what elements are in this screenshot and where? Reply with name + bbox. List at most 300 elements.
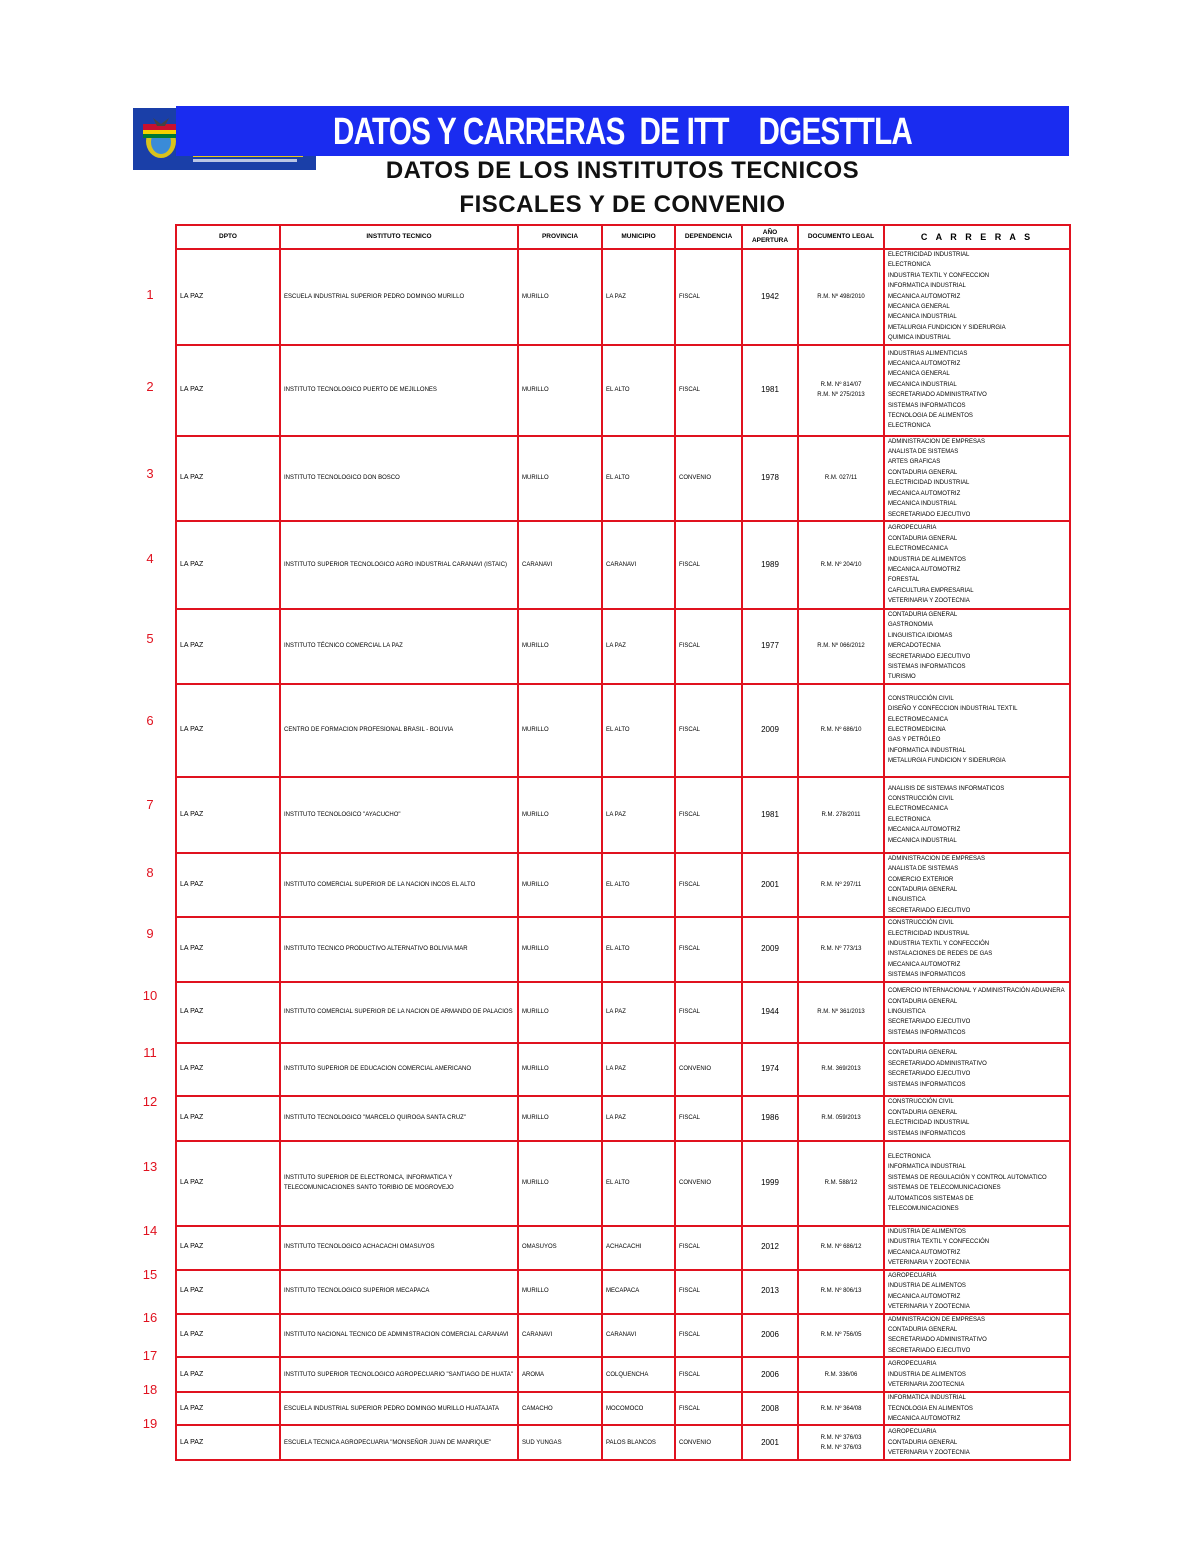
subtitle-line-2: FISCALES Y DE CONVENIO bbox=[459, 191, 786, 218]
carrera-item: INDUSTRIA TEXTIL Y CONFECCIÓN bbox=[888, 1239, 990, 1246]
carrera-item: CONTADURIA GENERAL bbox=[888, 1109, 958, 1116]
cell-municipio: LA PAZ bbox=[602, 249, 675, 345]
table-row bbox=[176, 609, 1070, 684]
cell-anio: 1942 bbox=[742, 249, 798, 345]
cell-instituto: INSTITUTO TECNOLOGICO PUERTO DE MEJILLONES bbox=[280, 345, 518, 436]
cell-instituto: INSTITUTO TECNOLOGICO "MARCELO QUIROGA SANTA CRUZ" bbox=[280, 1096, 518, 1141]
carrera-item: MECANICA INDUSTRIAL bbox=[888, 314, 957, 321]
cell-instituto: INSTITUTO SUPERIOR DE EDUCACION COMERCIAL AMERICANO bbox=[280, 1043, 518, 1096]
cell-dpto: LA PAZ bbox=[176, 1392, 280, 1425]
carrera-item: INFORMATICA INDUSTRIAL bbox=[888, 1395, 966, 1402]
cell-municipio: CARANAVI bbox=[602, 521, 675, 609]
cell-instituto: INSTITUTO TECNOLOGICO DON BOSCO bbox=[280, 436, 518, 521]
cell-provincia: CAMACHO bbox=[518, 1392, 602, 1425]
documento-line: R.M. Nº 773/13 bbox=[820, 946, 862, 953]
cell-dpto: LA PAZ bbox=[176, 982, 280, 1043]
carrera-item: SISTEMAS INFORMATICOS bbox=[888, 1130, 966, 1137]
table-row bbox=[176, 1425, 1070, 1460]
carrera-item: MECANICA AUTOMOTRIZ bbox=[888, 1416, 961, 1423]
documento-line: R.M. 027/11 bbox=[824, 475, 858, 482]
carrera-item: TELECOMUNICACIONES bbox=[888, 1205, 959, 1212]
table-row bbox=[176, 982, 1070, 1043]
carrera-item: CONSTRUCCIÓN CIVIL bbox=[888, 795, 954, 802]
cell-documento bbox=[798, 609, 884, 684]
row-number: 10 bbox=[142, 987, 158, 1003]
carrera-item: ELECTROMEDICINA bbox=[888, 727, 946, 734]
cell-carreras bbox=[884, 609, 1070, 684]
cell-documento bbox=[798, 521, 884, 609]
cell-dependencia: CONVENIO bbox=[675, 1425, 742, 1460]
carrera-item: AUTOMATICOS SISTEMAS DE bbox=[888, 1195, 974, 1202]
col-header-dpto: DPTO bbox=[176, 225, 280, 249]
table-row bbox=[176, 345, 1070, 436]
cell-instituto: INSTITUTO TÉCNICO COMERCIAL LA PAZ bbox=[280, 609, 518, 684]
carrera-item: ELECTRICIDAD INDUSTRIAL bbox=[888, 1120, 970, 1127]
cell-anio: 1981 bbox=[742, 345, 798, 436]
row-number: 2 bbox=[146, 378, 154, 394]
cell-provincia: MURILLO bbox=[518, 345, 602, 436]
carrera-item: ADMINISTRACION DE EMPRESAS bbox=[888, 1316, 986, 1323]
carrera-item: CONTADURIA GENERAL bbox=[888, 535, 958, 542]
cell-dpto: LA PAZ bbox=[176, 1314, 280, 1358]
carrera-item: INFORMATICA INDUSTRIAL bbox=[888, 283, 966, 290]
table-row bbox=[176, 777, 1070, 853]
documento-line: R.M. 059/2013 bbox=[821, 1114, 861, 1121]
carrera-item: SISTEMAS DE TELECOMUNICACIONES bbox=[888, 1185, 1001, 1192]
cell-dpto: LA PAZ bbox=[176, 1043, 280, 1096]
cell-provincia: OMASUYOS bbox=[518, 1226, 602, 1270]
table-row bbox=[176, 1096, 1070, 1141]
carrera-item: COMERCIO EXTERIOR bbox=[888, 876, 954, 883]
cell-provincia: MURILLO bbox=[518, 684, 602, 777]
carrera-item: MECANICA INDUSTRIAL bbox=[888, 837, 957, 844]
row-number: 7 bbox=[146, 797, 154, 812]
carrera-item: SISTEMAS INFORMATICOS bbox=[888, 402, 966, 409]
cell-dpto: LA PAZ bbox=[176, 345, 280, 436]
cell-dpto: LA PAZ bbox=[176, 777, 280, 853]
carrera-item: ELECTRICIDAD INDUSTRIAL bbox=[888, 480, 970, 487]
cell-dependencia: CONVENIO bbox=[675, 436, 742, 521]
carrera-item: INDUSTRIA DE ALIMENTOS bbox=[888, 1371, 966, 1378]
cell-municipio: COLQUENCHA bbox=[602, 1357, 675, 1392]
cell-anio: 2009 bbox=[742, 917, 798, 981]
cell-anio: 2012 bbox=[742, 1226, 798, 1270]
col-header-dependencia: DEPENDENCIA bbox=[675, 225, 742, 249]
cell-instituto: ESCUELA TECNICA AGROPECUARIA "MONSEÑOR JUAN DE MANRIQUE" bbox=[280, 1425, 518, 1460]
cell-documento bbox=[798, 917, 884, 981]
cell-dpto: LA PAZ bbox=[176, 1096, 280, 1141]
carrera-item: VETERINARIA Y ZOOTECNIA bbox=[888, 598, 970, 605]
cell-dpto: LA PAZ bbox=[176, 436, 280, 521]
cell-dpto: LA PAZ bbox=[176, 1357, 280, 1392]
carrera-item: AGROPECUARIA bbox=[888, 1272, 937, 1279]
documento-line: R.M. Nº 275/2013 bbox=[817, 392, 865, 399]
carrera-item: INSTALACIONES DE REDES DE GAS bbox=[888, 951, 993, 958]
carrera-item: TECNOLOGIA DE ALIMENTOS bbox=[888, 412, 973, 419]
table-header-row bbox=[176, 225, 1070, 249]
cell-provincia: AROMA bbox=[518, 1357, 602, 1392]
carrera-item: CONTADURIA GENERAL bbox=[888, 998, 958, 1005]
cell-dependencia: FISCAL bbox=[675, 609, 742, 684]
subtitle-line-1: DATOS DE LOS INSTITUTOS TECNICOS bbox=[385, 157, 860, 184]
row-number: 6 bbox=[146, 712, 154, 728]
cell-instituto: INSTITUTO SUPERIOR TECNOLOGICO AGRO INDUSTRIAL CARANAVI (ISTAIC) bbox=[280, 521, 518, 609]
carrera-item: MECANICA AUTOMOTRIZ bbox=[888, 1249, 961, 1256]
documento-line: R.M. Nº 376/03 bbox=[820, 1444, 862, 1451]
cell-dependencia: FISCAL bbox=[675, 853, 742, 917]
carrera-item: TECNOLOGIA EN ALIMENTOS bbox=[888, 1405, 973, 1412]
cell-documento bbox=[798, 1314, 884, 1358]
cell-documento bbox=[798, 982, 884, 1043]
col-header-anio: AÑO APERTURA bbox=[742, 225, 798, 249]
carrera-item: SECRETARIADO ADMINISTRATIVO bbox=[888, 1060, 987, 1067]
cell-provincia: MURILLO bbox=[518, 1270, 602, 1314]
cell-instituto: INSTITUTO COMERCIAL SUPERIOR DE LA NACION DE ARMANDO DE PALACIOS bbox=[280, 982, 518, 1043]
cell-documento bbox=[798, 436, 884, 521]
carrera-item: SECRETARIADO ADMINISTRATIVO bbox=[888, 392, 987, 399]
carrera-item: AGROPECUARIA bbox=[888, 1361, 937, 1368]
cell-carreras bbox=[884, 1141, 1070, 1226]
cell-documento bbox=[798, 684, 884, 777]
carrera-item: ANALISTA DE SISTEMAS bbox=[888, 866, 959, 873]
cell-anio: 2009 bbox=[742, 684, 798, 777]
cell-instituto: INSTITUTO SUPERIOR DE ELECTRONICA, INFORMATICA Y TELECOMUNICACIONES SANTO TORIBIO DE MOGROVEJO bbox=[280, 1141, 518, 1226]
carrera-item: INDUSTRIA TEXTIL Y CONFECCION bbox=[888, 272, 990, 279]
cell-documento bbox=[798, 777, 884, 853]
cell-carreras bbox=[884, 1357, 1070, 1392]
cell-dependencia: FISCAL bbox=[675, 1314, 742, 1358]
documento-line: R.M. 369/2013 bbox=[821, 1065, 861, 1072]
cell-dpto: LA PAZ bbox=[176, 609, 280, 684]
cell-provincia: MURILLO bbox=[518, 777, 602, 853]
carrera-item: MERCADOTECNIA bbox=[888, 643, 941, 650]
table-row bbox=[176, 521, 1070, 609]
carrera-item: SECRETARIADO EJECUTIVO bbox=[888, 511, 971, 518]
cell-dependencia: FISCAL bbox=[675, 1226, 742, 1270]
documento-line: R.M. Nº 686/10 bbox=[820, 727, 862, 734]
carrera-item: SISTEMAS INFORMATICOS bbox=[888, 1029, 966, 1036]
carrera-item: MECANICA INDUSTRIAL bbox=[888, 501, 957, 508]
cell-municipio: EL ALTO bbox=[602, 684, 675, 777]
row-number: 16 bbox=[142, 1309, 158, 1325]
table-row bbox=[176, 436, 1070, 521]
carrera-item: DISEÑO Y CONFECCION INDUSTRIAL TEXTIL bbox=[888, 706, 1018, 713]
cell-documento bbox=[798, 1043, 884, 1096]
documento-line: R.M. Nº 361/2013 bbox=[817, 1008, 865, 1015]
cell-carreras bbox=[884, 1425, 1070, 1460]
row-number: 17 bbox=[142, 1347, 158, 1363]
cell-municipio: LA PAZ bbox=[602, 1096, 675, 1141]
table-row bbox=[176, 1357, 1070, 1392]
carrera-item: ELECTRICIDAD INDUSTRIAL bbox=[888, 252, 970, 258]
cell-dpto: LA PAZ bbox=[176, 1270, 280, 1314]
row-number: 12 bbox=[142, 1093, 158, 1109]
cell-documento bbox=[798, 1270, 884, 1314]
cell-municipio: EL ALTO bbox=[602, 436, 675, 521]
carrera-item: ADMINISTRACION DE EMPRESAS bbox=[888, 855, 986, 862]
cell-carreras bbox=[884, 1226, 1070, 1270]
carrera-item: VETERINARIA Y ZOOTECNIA bbox=[888, 1260, 970, 1267]
cell-dpto: LA PAZ bbox=[176, 853, 280, 917]
carrera-item: LINGUISTICA bbox=[888, 1008, 926, 1015]
documento-line: R.M. Nº 364/08 bbox=[820, 1405, 862, 1412]
cell-provincia: SUD YUNGAS bbox=[518, 1425, 602, 1460]
documento-line: R.M. Nº 066/2012 bbox=[817, 643, 865, 650]
carrera-item: CONTADURIA GENERAL bbox=[888, 886, 958, 893]
cell-municipio: ACHACACHI bbox=[602, 1226, 675, 1270]
documento-line: R.M. Nº 204/10 bbox=[820, 561, 862, 568]
carrera-item: INDUSTRIA DE ALIMENTOS bbox=[888, 1283, 966, 1290]
carrera-item: SISTEMAS DE REGULACIÓN Y CONTROL AUTOMATICO bbox=[888, 1174, 1047, 1181]
cell-carreras bbox=[884, 521, 1070, 609]
cell-anio: 1974 bbox=[742, 1043, 798, 1096]
documento-line: R.M. Nº 498/2010 bbox=[817, 293, 865, 300]
institutes-table bbox=[175, 224, 1071, 1461]
cell-dependencia: CONVENIO bbox=[675, 1141, 742, 1226]
carrera-item: SECRETARIADO EJECUTIVO bbox=[888, 653, 971, 660]
col-header-carreras: C A R R E R A S bbox=[884, 225, 1070, 249]
carrera-item: SECRETARIADO ADMINISTRATIVO bbox=[888, 1337, 987, 1344]
carrera-item: SECRETARIADO EJECUTIVO bbox=[888, 1019, 971, 1026]
cell-instituto: INSTITUTO NACIONAL TECNICO DE ADMINISTRACION COMERCIAL CARANAVI bbox=[280, 1314, 518, 1358]
carrera-item: ANALISTA DE SISTEMAS bbox=[888, 449, 959, 456]
documento-line: R.M. Nº 806/13 bbox=[820, 1288, 862, 1295]
cell-dpto: LA PAZ bbox=[176, 684, 280, 777]
cell-dependencia: FISCAL bbox=[675, 1357, 742, 1392]
cell-documento bbox=[798, 1425, 884, 1460]
cell-anio: 1999 bbox=[742, 1141, 798, 1226]
cell-provincia: MURILLO bbox=[518, 249, 602, 345]
cell-municipio: MOCOMOCO bbox=[602, 1392, 675, 1425]
cell-carreras bbox=[884, 249, 1070, 345]
cell-municipio: EL ALTO bbox=[602, 345, 675, 436]
cell-municipio: PALOS BLANCOS bbox=[602, 1425, 675, 1460]
col-header-instituto: INSTITUTO TECNICO bbox=[280, 225, 518, 249]
carrera-item: AGROPECUARIA bbox=[888, 525, 937, 532]
carrera-item: CONTADURIA GENERAL bbox=[888, 1327, 958, 1334]
carrera-item: ELECTROMECANICA bbox=[888, 716, 949, 723]
row-number: 9 bbox=[146, 926, 154, 941]
documento-line: R.M. 588/12 bbox=[824, 1179, 858, 1186]
cell-dependencia: FISCAL bbox=[675, 1392, 742, 1425]
cell-carreras bbox=[884, 1270, 1070, 1314]
carrera-item: MECANICA GENERAL bbox=[888, 371, 950, 378]
documento-line: R.M. Nº 376/03 bbox=[820, 1434, 862, 1441]
carrera-item: MECANICA GENERAL bbox=[888, 304, 950, 311]
row-number: 11 bbox=[143, 1044, 157, 1060]
carrera-item: INDUSTRIA DE ALIMENTOS bbox=[888, 556, 966, 563]
cell-dependencia: FISCAL bbox=[675, 777, 742, 853]
cell-instituto: INSTITUTO SUPERIOR TECNOLOGICO AGROPECUARIO "SANTIAGO DE HUATA" bbox=[280, 1357, 518, 1392]
cell-carreras bbox=[884, 436, 1070, 521]
cell-dpto: LA PAZ bbox=[176, 917, 280, 981]
carrera-item: SISTEMAS INFORMATICOS bbox=[888, 1081, 966, 1088]
cell-instituto: ESCUELA INDUSTRIAL SUPERIOR PEDRO DOMINGO MURILLO HUATAJATA bbox=[280, 1392, 518, 1425]
cell-documento bbox=[798, 249, 884, 345]
carrera-item: QUIMICA INDUSTRIAL bbox=[888, 335, 951, 342]
carrera-item: CONTADURIA GENERAL bbox=[888, 1050, 958, 1057]
carrera-item: ELECTRONICA bbox=[888, 816, 931, 823]
carrera-item: METALURGIA FUNDICION Y SIDERURGIA bbox=[888, 758, 1006, 765]
cell-dependencia: FISCAL bbox=[675, 684, 742, 777]
row-number: 13 bbox=[142, 1158, 158, 1174]
carrera-item: ANALISIS DE SISTEMAS INFORMATICOS bbox=[888, 785, 1005, 792]
carrera-item: MECANICA INDUSTRIAL bbox=[888, 381, 957, 388]
row-number: 14 bbox=[142, 1223, 158, 1238]
cell-instituto: INSTITUTO TECNICO PRODUCTIVO ALTERNATIVO BOLIVIA MAR bbox=[280, 917, 518, 981]
carrera-item: FORESTAL bbox=[888, 577, 920, 584]
carrera-item: INDUSTRIA TEXTIL Y CONFECCIÓN bbox=[888, 941, 990, 947]
cell-carreras bbox=[884, 1096, 1070, 1141]
carrera-item: SISTEMAS INFORMATICOS bbox=[888, 972, 966, 979]
documento-line: R.M. 278/2011 bbox=[821, 811, 861, 818]
cell-anio: 2008 bbox=[742, 1392, 798, 1425]
carrera-item: ELECTRICIDAD INDUSTRIAL bbox=[888, 930, 970, 937]
cell-provincia: MURILLO bbox=[518, 917, 602, 981]
cell-anio: 1944 bbox=[742, 982, 798, 1043]
cell-dependencia: CONVENIO bbox=[675, 1043, 742, 1096]
table-row bbox=[176, 1270, 1070, 1314]
table-row bbox=[176, 853, 1070, 917]
cell-provincia: CARANAVI bbox=[518, 1314, 602, 1358]
row-number: 3 bbox=[146, 465, 154, 481]
carrera-item: ELECTRONICA bbox=[888, 262, 931, 269]
carrera-item: ELECTRONICA bbox=[888, 1153, 931, 1160]
cell-carreras bbox=[884, 684, 1070, 777]
carrera-item: ADMINISTRACION DE EMPRESAS bbox=[888, 438, 986, 445]
carrera-item: SECRETARIADO EJECUTIVO bbox=[888, 1347, 971, 1354]
carrera-item: MECANICA AUTOMOTRIZ bbox=[888, 827, 961, 834]
row-number: 15 bbox=[142, 1267, 158, 1282]
cell-anio: 1978 bbox=[742, 436, 798, 521]
cell-documento bbox=[798, 1096, 884, 1141]
cell-anio: 2006 bbox=[742, 1357, 798, 1392]
table-row bbox=[176, 1141, 1070, 1226]
cell-instituto: ESCUELA INDUSTRIAL SUPERIOR PEDRO DOMINGO MURILLO bbox=[280, 249, 518, 345]
carrera-item: METALURGIA FUNDICION Y SIDERURGIA bbox=[888, 324, 1006, 331]
cell-carreras bbox=[884, 917, 1070, 981]
cell-municipio: LA PAZ bbox=[602, 777, 675, 853]
carrera-item: VETERINARIA Y ZOOTECNIA bbox=[888, 1450, 970, 1457]
row-number: 19 bbox=[142, 1415, 158, 1431]
cell-provincia: MURILLO bbox=[518, 609, 602, 684]
col-header-municipio: MUNICIPIO bbox=[602, 225, 675, 249]
carrera-item: COMERCIO INTERNACIONAL Y ADMINISTRACIÓN ADUANERA bbox=[888, 988, 1065, 995]
cell-provincia: MURILLO bbox=[518, 1141, 602, 1226]
cell-carreras bbox=[884, 1392, 1070, 1425]
carrera-item: MECANICA AUTOMOTRIZ bbox=[888, 1293, 961, 1300]
carrera-item: LINGUISTICA bbox=[888, 897, 926, 904]
cell-carreras bbox=[884, 1314, 1070, 1358]
carrera-item: MECANICA AUTOMOTRIZ bbox=[888, 293, 961, 300]
carrera-item: SECRETARIADO EJECUTIVO bbox=[888, 1071, 971, 1078]
cell-dependencia: FISCAL bbox=[675, 345, 742, 436]
cell-documento bbox=[798, 1357, 884, 1392]
carrera-item: ELECTROMECANICA bbox=[888, 546, 949, 553]
table-body bbox=[176, 249, 1070, 1460]
cell-anio: 1977 bbox=[742, 609, 798, 684]
cell-dependencia: FISCAL bbox=[675, 917, 742, 981]
table-row bbox=[176, 1043, 1070, 1096]
cell-anio: 1986 bbox=[742, 1096, 798, 1141]
documento-line: R.M. 336/06 bbox=[824, 1371, 858, 1378]
row-number: 8 bbox=[146, 865, 154, 880]
carrera-item: CONSTRUCCIÓN CIVIL bbox=[888, 695, 954, 702]
cell-instituto: CENTRO DE FORMACION PROFESIONAL BRASIL - BOLIVIA bbox=[280, 684, 518, 777]
carrera-item: CONSTRUCCIÓN CIVIL bbox=[888, 1099, 954, 1106]
cell-anio: 2013 bbox=[742, 1270, 798, 1314]
table-row bbox=[176, 1226, 1070, 1270]
cell-provincia: MURILLO bbox=[518, 982, 602, 1043]
table-row bbox=[176, 1314, 1070, 1358]
carrera-item: ELECTRONICA bbox=[888, 423, 931, 430]
cell-dpto: LA PAZ bbox=[176, 1425, 280, 1460]
carrera-item: AGROPECUARIA bbox=[888, 1429, 937, 1436]
carrera-item: SISTEMAS INFORMATICOS bbox=[888, 663, 966, 670]
table-row bbox=[176, 684, 1070, 777]
table-row bbox=[176, 249, 1070, 345]
cell-municipio: EL ALTO bbox=[602, 1141, 675, 1226]
col-header-provincia: PROVINCIA bbox=[518, 225, 602, 249]
cell-carreras bbox=[884, 345, 1070, 436]
cell-carreras bbox=[884, 777, 1070, 853]
cell-provincia: MURILLO bbox=[518, 1043, 602, 1096]
cell-carreras bbox=[884, 1043, 1070, 1096]
cell-municipio: MECAPACA bbox=[602, 1270, 675, 1314]
cell-provincia: MURILLO bbox=[518, 853, 602, 917]
cell-dpto: LA PAZ bbox=[176, 249, 280, 345]
cell-documento bbox=[798, 853, 884, 917]
row-number: 1 bbox=[146, 286, 154, 302]
carrera-item: LINGUISTICA IDIOMAS bbox=[888, 632, 953, 639]
carrera-item: CONTADURIA GENERAL bbox=[888, 469, 958, 476]
cell-dependencia: FISCAL bbox=[675, 982, 742, 1043]
cell-provincia: CARANAVI bbox=[518, 521, 602, 609]
cell-anio: 1981 bbox=[742, 777, 798, 853]
cell-anio: 2001 bbox=[742, 1425, 798, 1460]
carrera-item: ARTES GRAFICAS bbox=[888, 459, 941, 466]
cell-anio: 1989 bbox=[742, 521, 798, 609]
row-number: 4 bbox=[146, 551, 154, 566]
carrera-item: ELECTROMECANICA bbox=[888, 806, 949, 813]
cell-dpto: LA PAZ bbox=[176, 1141, 280, 1226]
carrera-item: CAFICULTURA EMPRESARIAL bbox=[888, 587, 974, 594]
documento-line: R.M. Nº 756/05 bbox=[820, 1332, 862, 1339]
cell-carreras bbox=[884, 982, 1070, 1043]
carrera-item: INFORMATICA INDUSTRIAL bbox=[888, 1164, 966, 1171]
carrera-item: MECANICA AUTOMOTRIZ bbox=[888, 490, 961, 497]
banner-title: DATOS Y CARRERAS DE ITT DGESTTLA bbox=[332, 111, 913, 153]
carrera-item: GAS Y PETRÓLEO bbox=[888, 737, 941, 744]
cell-municipio: EL ALTO bbox=[602, 917, 675, 981]
cell-documento bbox=[798, 345, 884, 436]
cell-municipio: EL ALTO bbox=[602, 853, 675, 917]
carrera-item: CONTADURIA GENERAL bbox=[888, 1439, 958, 1446]
cell-dependencia: FISCAL bbox=[675, 249, 742, 345]
cell-instituto: INSTITUTO COMERCIAL SUPERIOR DE LA NACION INCOS EL ALTO bbox=[280, 853, 518, 917]
carrera-item: TURISMO bbox=[888, 674, 916, 681]
carrera-item: MECANICA AUTOMOTRIZ bbox=[888, 566, 961, 573]
table-row bbox=[176, 1392, 1070, 1425]
cell-provincia: MURILLO bbox=[518, 436, 602, 521]
carrera-item: INDUSTRIAS ALIMENTICIAS bbox=[888, 350, 968, 357]
cell-dependencia: FISCAL bbox=[675, 521, 742, 609]
cell-documento bbox=[798, 1392, 884, 1425]
cell-dependencia: FISCAL bbox=[675, 1096, 742, 1141]
carrera-item: CONTADURIA GENERAL bbox=[888, 611, 958, 618]
cell-instituto: INSTITUTO TECNOLOGICO "AYACUCHO" bbox=[280, 777, 518, 853]
carrera-item: VETERINARIA Y ZOOTECNIA bbox=[888, 1304, 970, 1311]
